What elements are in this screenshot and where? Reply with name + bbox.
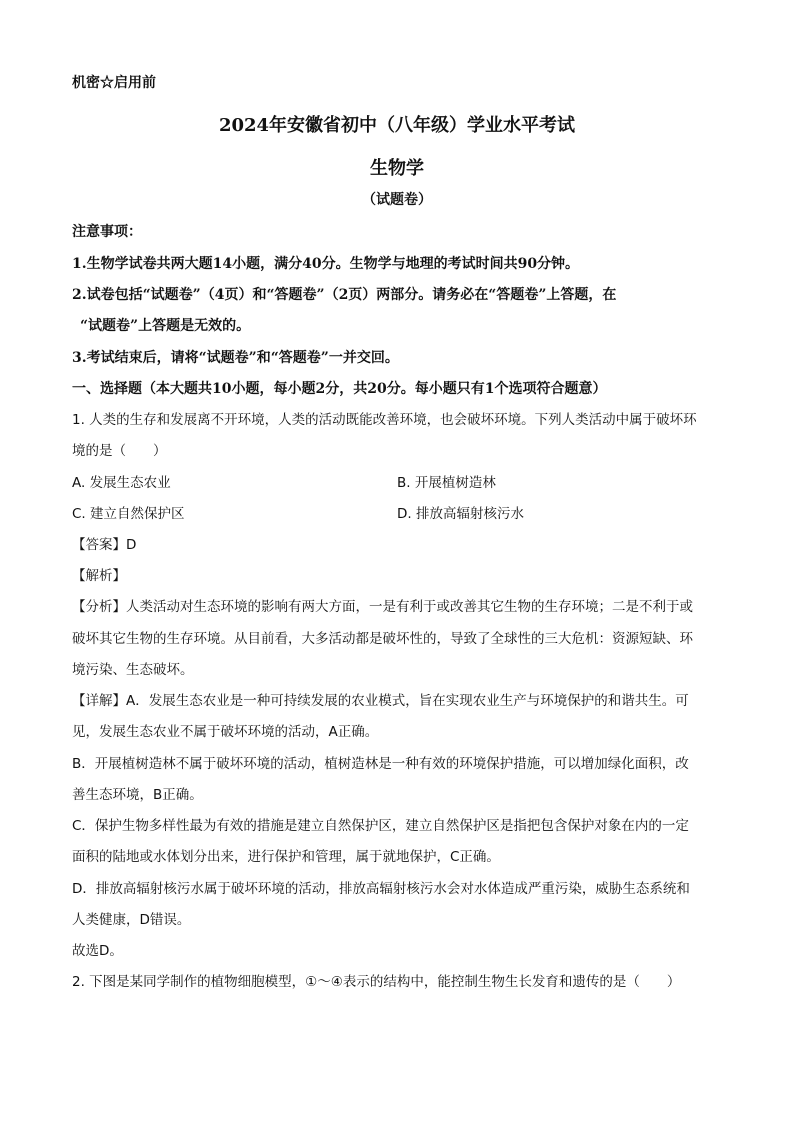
q1-b-line-2: 善生态环境，B正确。 bbox=[72, 787, 203, 803]
section-1-heading: 一、选择题（本大题共10小题，每小题2分，共20分。每小题只有1个选项符合题意） bbox=[72, 381, 607, 397]
q1-xiangjie-line-2: 见，发展生态农业不属于破坏环境的活动，A正确。 bbox=[72, 724, 379, 740]
q1-stem-line-1: 1. 人类的生存和发展离不开环境，人类的活动既能改善环境，也会破坏环境。下列人类活动中属于破坏环 bbox=[72, 412, 697, 428]
q1-option-d: D. 排放高辐射核污水 bbox=[397, 506, 524, 522]
exam-title: 2024年安徽省初中（八年级）学业水平考试 bbox=[218, 115, 576, 136]
q1-stem-line-2: 境的是（ ） bbox=[72, 443, 167, 459]
paper-type: （试题卷） bbox=[362, 192, 432, 208]
q1-option-c: C. 建立自然保护区 bbox=[72, 506, 185, 522]
q1-option-a: A. 发展生态农业 bbox=[72, 475, 171, 491]
q1-c-line-2: 面积的陆地或水体划分出来，进行保护和管理，属于就地保护，C正确。 bbox=[72, 849, 500, 865]
subject-title: 生物学 bbox=[370, 158, 424, 179]
q1-fenxi-line-2: 破坏其它生物的生存环境。从目前看，大多活动都是破坏性的，导致了全球性的三大危机：资源短缺、环 bbox=[72, 631, 693, 647]
confidential-label: 机密☆启用前 bbox=[72, 75, 156, 91]
notes-heading: 注意事项： bbox=[72, 224, 142, 240]
q1-c-line-1: C．保护生物多样性最为有效的措施是建立自然保护区，建立自然保护区是指把包含保护对象在内的一定 bbox=[72, 818, 689, 834]
q1-conclusion: 故选D。 bbox=[72, 943, 123, 959]
notes-item-1: 1.生物学试卷共两大题14小题，满分40分。生物学与地理的考试时间共90分钟。 bbox=[72, 256, 580, 272]
notes-item-3: 3.考试结束后，请将“试题卷”和“答题卷”一并交回。 bbox=[72, 350, 399, 366]
q1-fenxi-line-1: 【分析】人类活动对生态环境的影响有两大方面，一是有利于或改善其它生物的生存环境；二是不利于或 bbox=[72, 599, 693, 615]
q1-fenxi-line-3: 境污染、生态破坏。 bbox=[72, 662, 194, 678]
q1-xiangjie-line-1: 【详解】A．发展生态农业是一种可持续发展的农业模式，旨在实现农业生产与环境保护的和谐共生。可 bbox=[72, 693, 689, 709]
q1-d-line-1: D．排放高辐射核污水属于破坏环境的活动，排放高辐射核污水会对水体造成严重污染，威胁生态系统和 bbox=[72, 881, 690, 897]
q2-stem: 2. 下图是某同学制作的植物细胞模型，①～④表示的结构中，能控制生物生长发育和遗传的是（ ） bbox=[72, 974, 681, 990]
notes-item-2-line-1: 2.试卷包括“试题卷”（4页）和“答题卷”（2页）两部分。请务必在“答题卷”上答题，在 bbox=[72, 287, 617, 303]
q1-option-b: B. 开展植树造林 bbox=[397, 475, 496, 491]
notes-item-2-line-2: “试题卷”上答题是无效的。 bbox=[80, 318, 251, 334]
q1-answer: 【答案】D bbox=[72, 537, 137, 553]
q1-analysis-label: 【解析】 bbox=[72, 568, 126, 584]
q1-d-line-2: 人类健康，D错误。 bbox=[72, 912, 191, 928]
q1-b-line-1: B．开展植树造林不属于破坏环境的活动，植树造林是一种有效的环境保护措施，可以增加绿化面积，改 bbox=[72, 756, 689, 772]
